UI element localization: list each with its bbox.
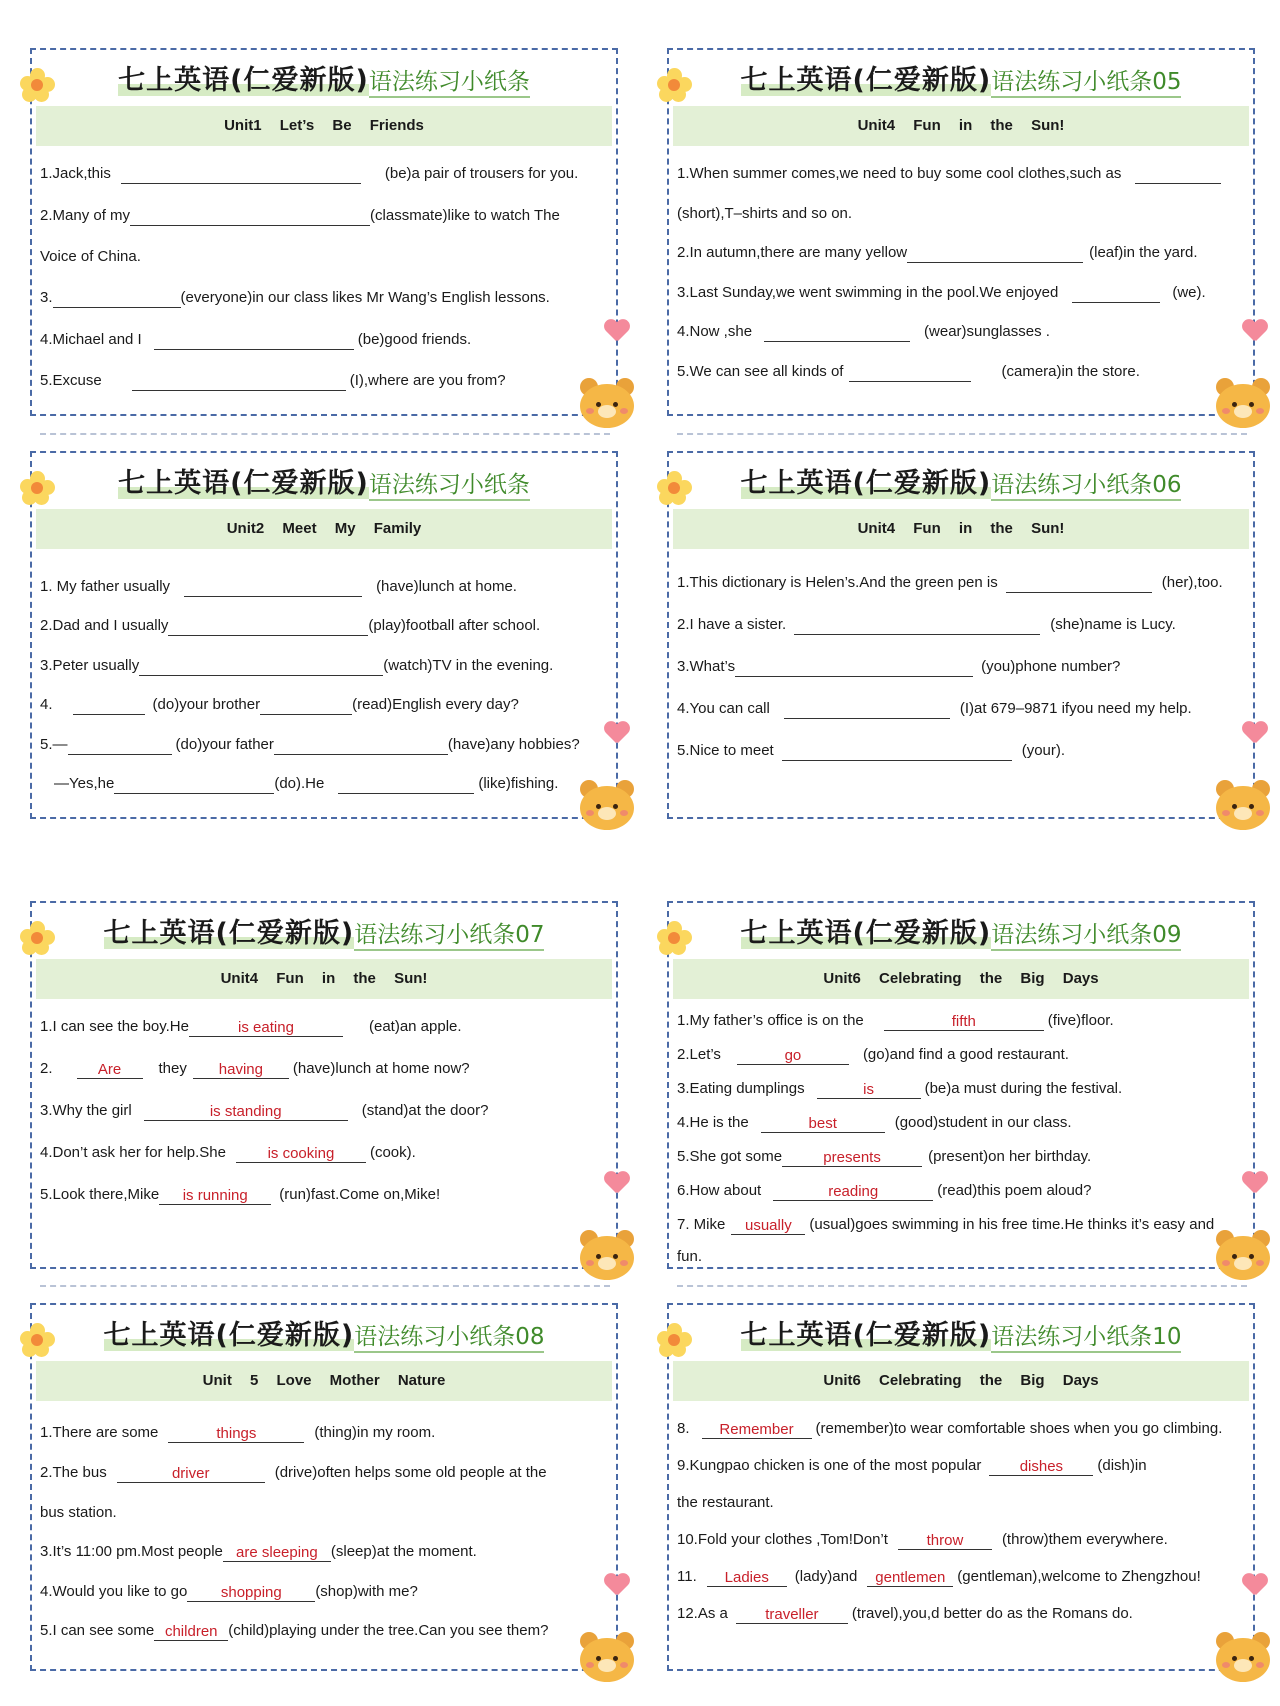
exercise-line: 4.You can call (I)at 679–9871 ifyou need my help. <box>677 700 1192 717</box>
exercise-line: the restaurant. <box>677 1494 774 1511</box>
answer: presents <box>823 1149 881 1166</box>
answer: is standing <box>209 1103 282 1120</box>
exercise-line: 3.Peter usually (watch)TV in the evening. <box>40 657 554 674</box>
unit-heading: Unit 5 Love Mother Nature <box>36 1361 612 1401</box>
card-title: 七上英语(仁爱新版)语法练习小纸条06 <box>740 468 1182 499</box>
bear-icon <box>1214 780 1272 830</box>
exercise-line: fun. <box>677 1248 703 1265</box>
card-title: 七上英语(仁爱新版)语法练习小纸条 <box>118 65 530 96</box>
exercise-line: —Yes,he (do).He (like)fishing. <box>54 775 559 792</box>
worksheet-card-05 <box>667 48 1255 416</box>
flower-icon <box>657 68 691 102</box>
exercise-line: 4.Don’t ask her for help.She is cooking (cook). <box>40 1144 416 1162</box>
exercise-line: 5.Nice to meet (your). <box>677 742 1066 759</box>
exercise-line: 1.When summer comes,we need to buy some cool clothes,such as <box>677 164 1243 184</box>
exercise-line: 4.Now ,she (wear)sunglasses . <box>677 323 1050 340</box>
flower-icon <box>657 1323 691 1357</box>
card-title: 七上英语(仁爱新版)语法练习小纸条09 <box>740 918 1182 949</box>
answer: children <box>164 1623 218 1640</box>
worksheet-card-09 <box>667 901 1255 1269</box>
flower-icon <box>20 68 54 102</box>
bear-icon <box>1214 1230 1272 1280</box>
heart-icon <box>1242 320 1268 344</box>
answer: is eating <box>238 1019 294 1036</box>
exercise-line: 3.Why the girl is standing (stand)at the door? <box>40 1102 489 1120</box>
exercise-line: 3. (everyone)in our class likes Mr Wang’s English lessons. <box>40 289 550 306</box>
exercise-line: 8. Remember (remember)to wear comfortable shoes when you go climbing. <box>677 1420 1223 1438</box>
answer: shopping <box>220 1584 282 1601</box>
answer: dishes <box>1019 1458 1064 1475</box>
answer: usually <box>745 1217 792 1234</box>
answer: gentlemen <box>875 1569 946 1586</box>
exercise-line: 3.What’s (you)phone number? <box>677 658 1121 675</box>
heart-icon <box>1242 1172 1268 1196</box>
heart-icon <box>604 320 630 344</box>
heart-icon <box>1242 1574 1268 1598</box>
answer: is running <box>182 1187 248 1204</box>
answer: having <box>218 1061 263 1078</box>
worksheet-card-10 <box>667 1303 1255 1671</box>
exercise-line: 9.Kungpao chicken is one of the most popular dishes (dish)in <box>677 1457 1147 1475</box>
card-title: 七上英语(仁爱新版)语法练习小纸条05 <box>740 65 1182 96</box>
answer: traveller <box>765 1606 819 1623</box>
worksheet-card-unit1 <box>30 48 618 416</box>
card-separator <box>40 1285 610 1287</box>
unit-heading: Unit4 Fun in the Sun! <box>673 509 1249 549</box>
heart-icon <box>1242 722 1268 746</box>
exercise-line: 5.Excuse (I),where are you from? <box>40 372 506 389</box>
unit-heading: Unit6 Celebrating the Big Days <box>673 1361 1249 1401</box>
exercise-line: Voice of China. <box>40 248 141 265</box>
exercise-line: 1.I can see the boy.He is eating (eat)an apple. <box>40 1018 462 1036</box>
exercise-line: 4.He is the best (good)student in our class. <box>677 1114 1072 1132</box>
card-separator <box>677 433 1247 435</box>
answer: driver <box>171 1465 210 1482</box>
bear-icon <box>1214 1632 1272 1682</box>
exercise-line: 1.Jack,this (be)a pair of trousers for you. <box>40 165 579 182</box>
exercise-line: 2.Many of my (classmate)like to watch The <box>40 207 560 224</box>
heart-icon <box>604 1172 630 1196</box>
answer: reading <box>828 1183 879 1200</box>
worksheet-card-07 <box>30 901 618 1269</box>
unit-heading: Unit4 Fun in the Sun! <box>36 959 612 999</box>
unit-heading: Unit1 Let’s Be Friends <box>36 106 612 146</box>
exercise-line: 12.As a traveller (travel),you,d better do as the Romans do. <box>677 1605 1133 1623</box>
exercise-line: 3.Last Sunday,we went swimming in the pool.We enjoyed (we). <box>677 284 1206 301</box>
exercise-line: 6.How about reading (read)this poem aloud? <box>677 1182 1092 1200</box>
flower-icon <box>20 471 54 505</box>
flower-icon <box>657 921 691 955</box>
exercise-line: 4.Michael and I (be)good friends. <box>40 331 472 348</box>
exercise-line: 5.She got some presents (present)on her birthday. <box>677 1148 1092 1166</box>
answer: best <box>808 1115 837 1132</box>
exercise-line: 3.It’s 11:00 pm.Most people are sleeping (sleep)at the moment. <box>40 1543 477 1561</box>
worksheet-card-08 <box>30 1303 618 1671</box>
unit-heading: Unit2 Meet My Family <box>36 509 612 549</box>
card-title: 七上英语(仁爱新版)语法练习小纸条08 <box>103 1320 545 1351</box>
exercise-line: 2.Dad and I usually (play)football after school. <box>40 617 541 634</box>
exercise-line: 2.I have a sister. (she)name is Lucy. <box>677 616 1176 633</box>
exercise-line: 2. Are they having (have)lunch at home now? <box>40 1060 470 1078</box>
exercise-line: 2.In autumn,there are many yellow (leaf)in the yard. <box>677 244 1198 261</box>
bear-icon <box>578 378 636 428</box>
card-title: 七上英语(仁爱新版)语法练习小纸条07 <box>103 918 545 949</box>
exercise-line: 1.This dictionary is Helen’s.And the green pen is (her),too. <box>677 574 1223 591</box>
answer: is cooking <box>267 1145 335 1162</box>
exercise-line: (short),T–shirts and so on. <box>677 205 853 222</box>
answer: is <box>863 1081 875 1098</box>
answer: are sleeping <box>236 1544 318 1561</box>
bear-icon <box>578 1632 636 1682</box>
unit-heading: Unit6 Celebrating the Big Days <box>673 959 1249 999</box>
card-separator <box>677 1285 1247 1287</box>
exercise-line: 1. My father usually (have)lunch at home. <box>40 578 517 595</box>
exercise-line: bus station. <box>40 1504 117 1521</box>
bear-icon <box>578 780 636 830</box>
flower-icon <box>20 921 54 955</box>
answer: throw <box>926 1532 964 1549</box>
exercise-line: 4.Would you like to go shopping (shop)with me? <box>40 1583 418 1601</box>
card-separator <box>40 433 610 435</box>
exercise-line: 4. (do)your brother (read)English every day? <box>40 696 519 713</box>
exercise-line: 1.There are some things (thing)in my room. <box>40 1424 436 1442</box>
exercise-line: 10.Fold your clothes ,Tom!Don’t throw (throw)them everywhere. <box>677 1531 1168 1549</box>
answer: Ladies <box>724 1569 769 1586</box>
answer: Are <box>97 1061 122 1078</box>
exercise-line: 5.I can see some children (child)playing under the tree.Can you see them? <box>40 1622 549 1640</box>
answer: go <box>784 1047 802 1064</box>
exercise-line: 2.The bus driver (drive)often helps some old people at the <box>40 1464 547 1482</box>
flower-icon <box>657 471 691 505</box>
exercise-line: 2.Let’s go (go)and find a good restaurant. <box>677 1046 1069 1064</box>
worksheet-card-06 <box>667 451 1255 819</box>
heart-icon <box>604 1574 630 1598</box>
unit-heading: Unit4 Fun in the Sun! <box>673 106 1249 146</box>
exercise-line: 5.— (do)your father (have)any hobbies? <box>40 736 580 753</box>
exercise-line: 5.We can see all kinds of (camera)in the store. <box>677 363 1140 380</box>
answer: Remember <box>719 1421 794 1438</box>
exercise-line: 5.Look there,Mike is running (run)fast.Come on,Mike! <box>40 1186 441 1204</box>
exercise-line: 3.Eating dumplings is (be)a must during the festival. <box>677 1080 1123 1098</box>
bear-icon <box>1214 378 1272 428</box>
exercise-line: 7. Mike usually (usual)goes swimming in his free time.He thinks it’s easy and <box>677 1216 1215 1234</box>
card-title: 七上英语(仁爱新版)语法练习小纸条 <box>118 468 530 499</box>
answer: fifth <box>951 1013 976 1030</box>
exercise-line: 1.My father’s office is on the fifth (five)floor. <box>677 1012 1114 1030</box>
flower-icon <box>20 1323 54 1357</box>
exercise-line: 11. Ladies (lady)and gentlemen (gentleman),welcome to Zhengzhou! <box>677 1568 1201 1586</box>
answer: things <box>216 1425 257 1442</box>
heart-icon <box>604 722 630 746</box>
card-title: 七上英语(仁爱新版)语法练习小纸条10 <box>740 1320 1182 1351</box>
worksheet-card-unit2 <box>30 451 618 819</box>
bear-icon <box>578 1230 636 1280</box>
